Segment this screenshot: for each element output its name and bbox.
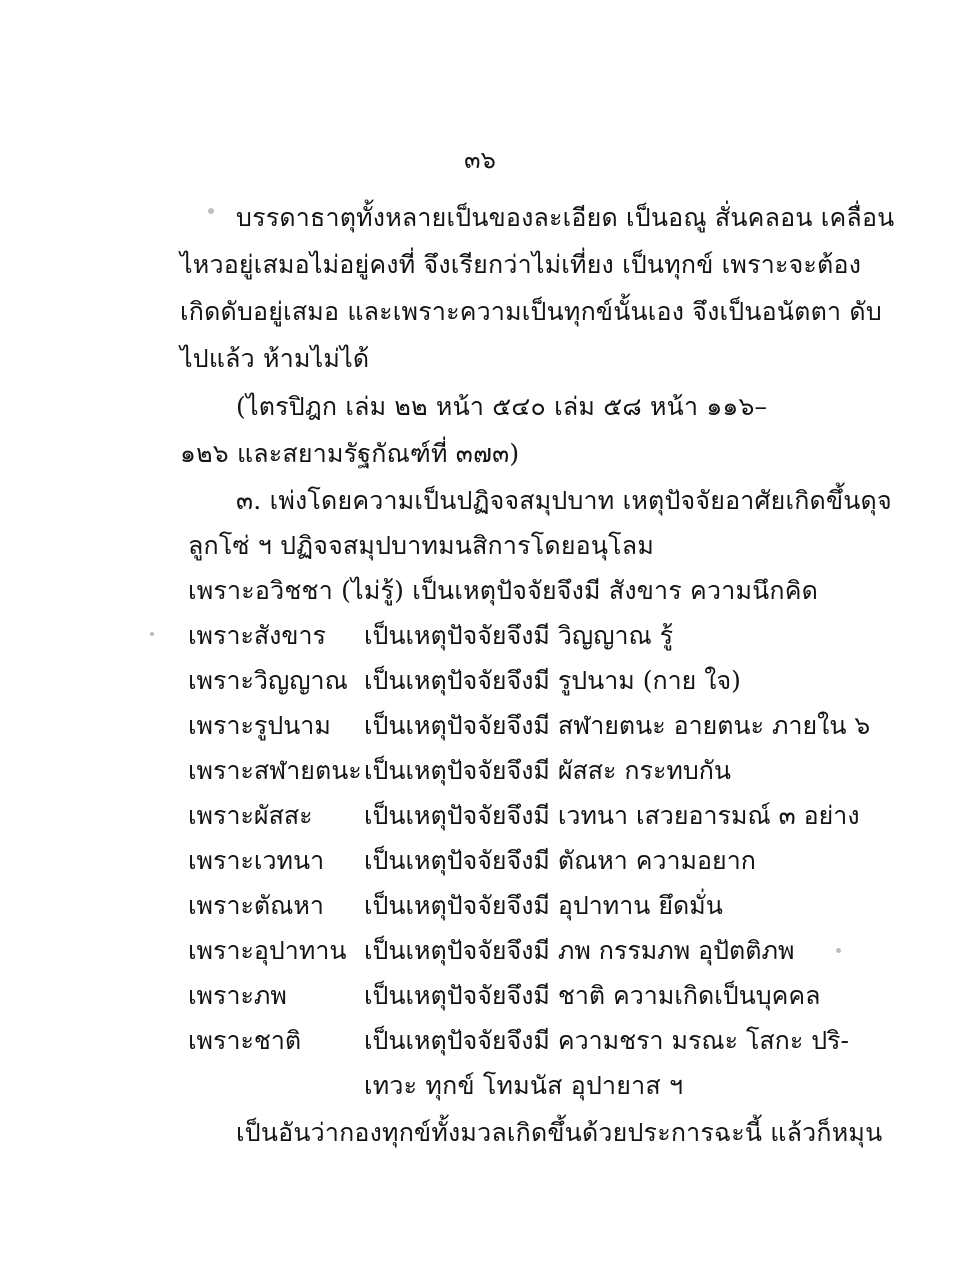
chain-cause: เพราะอุปาทาน (188, 936, 347, 965)
chain-row (188, 661, 741, 701)
scan-speck (836, 948, 841, 953)
chain-row (188, 706, 870, 746)
chain-row (188, 1021, 849, 1061)
scan-speck (208, 208, 214, 214)
chain-cause: เพราะสังขาร (188, 621, 326, 650)
chain-row (188, 976, 820, 1016)
chain-effect: เป็นเหตุปัจจัยจึงมี เวทนา เสวยอารมณ์ ๓ อย่าง (364, 801, 860, 830)
chain-effect: เป็นเหตุปัจจัยจึงมี ตัณหา ความอยาก (364, 846, 756, 875)
chain-cause: เพราะชาติ (188, 1026, 302, 1055)
chain-cause: เพราะเวทนา (188, 846, 325, 875)
reference-line-1: (ไตรปิฎก เล่ม ๒๒ หน้า ๕๔๐ เล่ม ๕๘ หน้า ๑๑๖– (236, 392, 768, 421)
chain-effect: เป็นเหตุปัจจัยจึงมี รูปนาม (กาย ใจ) (364, 666, 741, 695)
reference-line-2: ๑๒๖ และสยามรัฐกัณฑ์ที่ ๓๗๓) (180, 439, 520, 468)
chain-row (188, 616, 673, 656)
scan-speck (150, 632, 154, 636)
chain-cause: เพราะผัสสะ (188, 801, 313, 830)
chain-effect: เป็นเหตุปัจจัยจึงมี สฬายตนะ อายตนะ ภายใน ๖ (364, 711, 871, 740)
chain-continuation: เทวะ ทุกข์ โทมนัส อุปายาส ฯ (364, 1071, 684, 1100)
intro-line-2: ไหวอยู่เสมอไม่อยู่คงที่ จึงเรียกว่าไม่เที่ยง เป็นทุกข์ เพราะจะต้อง (180, 250, 862, 279)
chain-effect: เป็นเหตุปัจจัยจึงมี ชาติ ความเกิดเป็นบุคคล (364, 981, 821, 1010)
closing-line: เป็นอันว่ากองทุกข์ทั้งมวลเกิดขึ้นด้วยประการฉะนี้ แล้วก็หมุน (236, 1118, 883, 1147)
chain-effect: เป็นเหตุปัจจัยจึงมี ผัสสะ กระทบกัน (364, 756, 731, 785)
intro-line-4: ไปแล้ว ห้ามไม่ได้ (180, 344, 370, 373)
chain-row (188, 751, 731, 791)
chain-cause: เพราะวิญญาณ (188, 666, 348, 695)
section-3-subheading: ลูกโซ่ ฯ ปฏิจจสมุปบาทมนสิการโดยอนุโลม (188, 531, 655, 560)
intro-line-1: บรรดาธาตุทั้งหลายเป็นของละเอียด เป็นอณู สั่นคลอน เคลื่อน (236, 203, 895, 232)
chain-first-row: เพราะอวิชชา (ไม่รู้) เป็นเหตุปัจจัยจึงมี สังขาร ความนึกคิด (188, 576, 819, 605)
chain-row (188, 841, 756, 881)
chain-effect: เป็นเหตุปัจจัยจึงมี ความชรา มรณะ โสกะ ปริ- (364, 1026, 849, 1055)
chain-effect: เป็นเหตุปัจจัยจึงมี ภพ กรรมภพ อุปัตติภพ (364, 936, 795, 965)
page-number: ๓๖ (464, 146, 496, 174)
chain-row (188, 931, 794, 971)
chain-row (188, 796, 860, 836)
chain-row (188, 886, 723, 926)
section-3-heading: ๓. เพ่งโดยความเป็นปฏิจจสมุปบาท เหตุปัจจัยอาศัยเกิดขึ้นดุจ (236, 486, 892, 515)
chain-cause: เพราะรูปนาม (188, 711, 331, 740)
chain-effect: เป็นเหตุปัจจัยจึงมี วิญญาณ รู้ (364, 621, 674, 650)
chain-cause: เพราะภพ (188, 981, 287, 1010)
intro-line-3: เกิดดับอยู่เสมอ และเพราะความเป็นทุกข์นั้นเอง จึงเป็นอนัตตา ดับ (180, 297, 882, 326)
chain-effect: เป็นเหตุปัจจัยจึงมี อุปาทาน ยึดมั่น (364, 891, 723, 920)
chain-cause: เพราะตัณหา (188, 891, 324, 920)
chain-cause: เพราะสฬายตนะ (188, 756, 362, 785)
